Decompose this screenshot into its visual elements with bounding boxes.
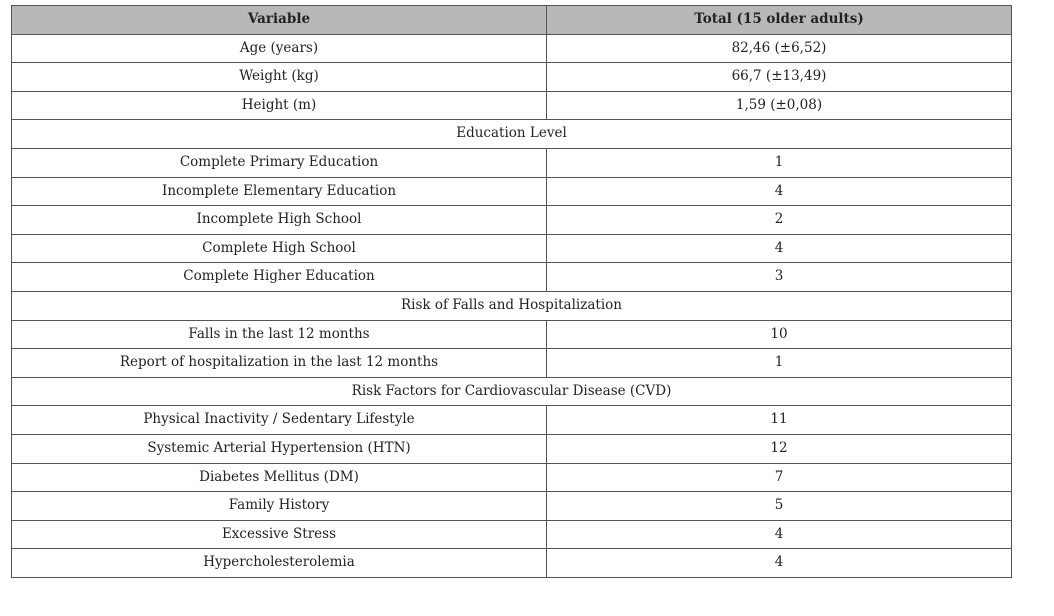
table-row xyxy=(12,520,1012,549)
table-row xyxy=(12,263,1012,292)
variable-cell: Physical Inactivity / Sedentary Lifestyle xyxy=(12,406,547,435)
header-row xyxy=(12,6,1012,35)
value-cell: 3 xyxy=(547,263,1012,292)
variable-cell: Hypercholesterolemia xyxy=(12,549,547,578)
value-cell: 4 xyxy=(547,234,1012,263)
section-row xyxy=(12,377,1012,406)
value-cell: 12 xyxy=(547,434,1012,463)
variable-cell: Report of hospitalization in the last 12 months xyxy=(12,349,547,378)
value-cell: 7 xyxy=(547,463,1012,492)
variable-cell: Excessive Stress xyxy=(12,520,547,549)
value-cell: 1,59 (±0,08) xyxy=(547,91,1012,120)
variable-cell: Height (m) xyxy=(12,91,547,120)
variable-cell: Age (years) xyxy=(12,34,547,63)
table-row xyxy=(12,234,1012,263)
header-total: Total (15 older adults) xyxy=(547,6,1012,35)
variable-cell: Family History xyxy=(12,492,547,521)
value-cell: 4 xyxy=(547,520,1012,549)
section-heading: Risk of Falls and Hospitalization xyxy=(12,291,1012,320)
section-heading: Education Level xyxy=(12,120,1012,149)
table-row xyxy=(12,320,1012,349)
table-row xyxy=(12,63,1012,92)
table-row xyxy=(12,406,1012,435)
section-heading: Risk Factors for Cardiovascular Disease (CVD) xyxy=(12,377,1012,406)
variable-cell: Systemic Arterial Hypertension (HTN) xyxy=(12,434,547,463)
variable-cell: Weight (kg) xyxy=(12,63,547,92)
value-cell: 5 xyxy=(547,492,1012,521)
section-row xyxy=(12,291,1012,320)
table-row xyxy=(12,177,1012,206)
variable-cell: Diabetes Mellitus (DM) xyxy=(12,463,547,492)
variable-cell: Incomplete Elementary Education xyxy=(12,177,547,206)
variable-cell: Complete Primary Education xyxy=(12,148,547,177)
variable-cell: Incomplete High School xyxy=(12,206,547,235)
table-row xyxy=(12,434,1012,463)
table-body xyxy=(12,34,1012,577)
header-variable: Variable xyxy=(12,6,547,35)
value-cell: 1 xyxy=(547,349,1012,378)
table-row xyxy=(12,492,1012,521)
value-cell: 10 xyxy=(547,320,1012,349)
value-cell: 4 xyxy=(547,549,1012,578)
characteristics-table xyxy=(11,5,1012,578)
variable-cell: Complete High School xyxy=(12,234,547,263)
value-cell: 1 xyxy=(547,148,1012,177)
section-row xyxy=(12,120,1012,149)
table-row xyxy=(12,463,1012,492)
variable-cell: Falls in the last 12 months xyxy=(12,320,547,349)
value-cell: 4 xyxy=(547,177,1012,206)
table-row xyxy=(12,148,1012,177)
table-row xyxy=(12,349,1012,378)
table-header xyxy=(12,6,1012,35)
variable-cell: Complete Higher Education xyxy=(12,263,547,292)
table-row xyxy=(12,549,1012,578)
value-cell: 11 xyxy=(547,406,1012,435)
value-cell: 2 xyxy=(547,206,1012,235)
table-row xyxy=(12,206,1012,235)
table-row xyxy=(12,91,1012,120)
value-cell: 66,7 (±13,49) xyxy=(547,63,1012,92)
value-cell: 82,46 (±6,52) xyxy=(547,34,1012,63)
table-row xyxy=(12,34,1012,63)
